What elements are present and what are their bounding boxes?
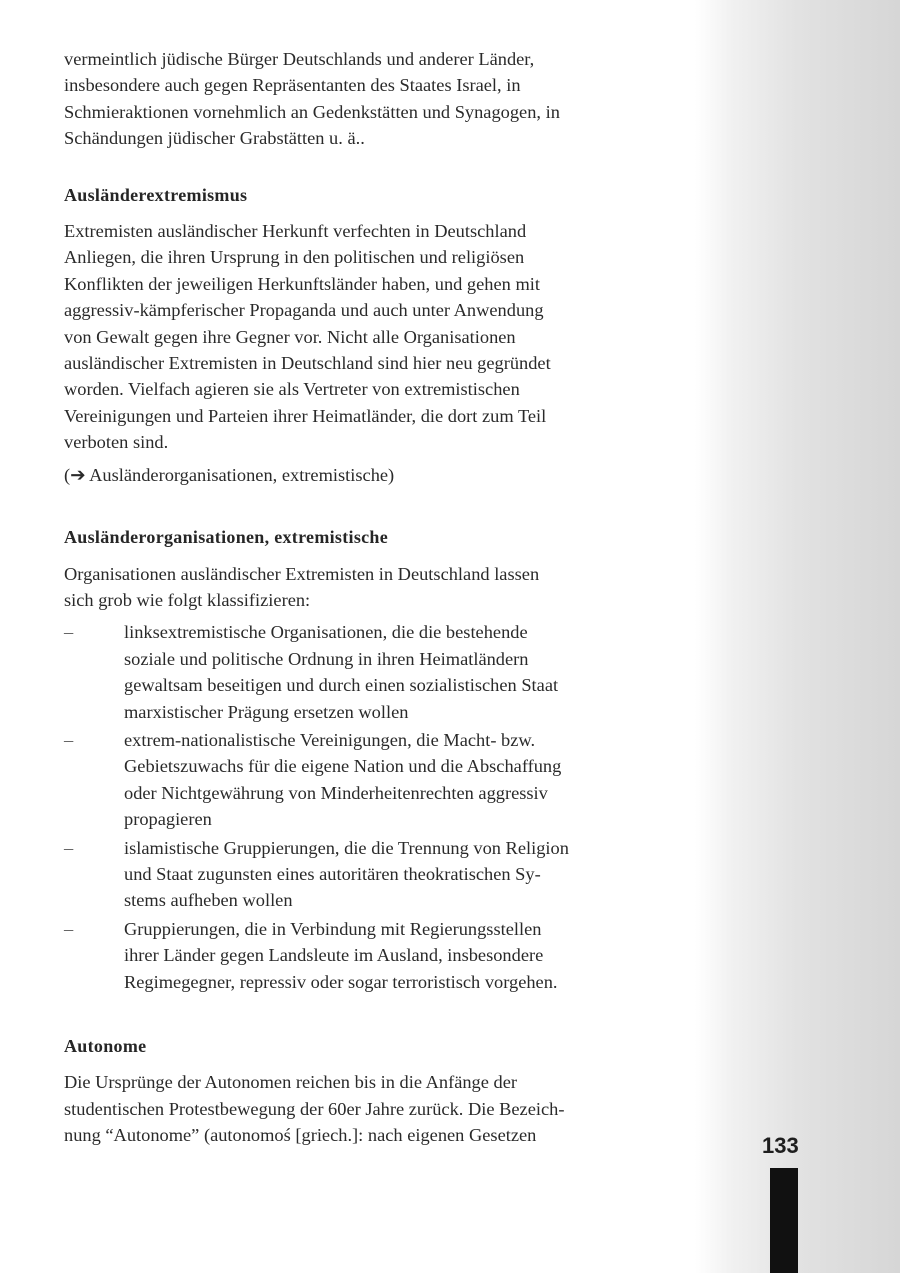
text-line: aggressiv-kämpferischer Propaganda und auch unter Anwendung — [64, 300, 544, 321]
intro-paragraph — [64, 46, 664, 152]
text-line: Konflikten der jeweiligen Herkunftsländer haben, und gehen mit — [64, 273, 540, 294]
text-line: und Staat zugunsten eines autoritären theokratischen Sy- — [124, 863, 541, 884]
text-line: stems aufheben wollen — [124, 890, 293, 911]
list-item — [64, 916, 664, 995]
text-line: Schändungen jüdischer Grabstätten u. ä.. — [64, 128, 365, 149]
text-line: Die Ursprünge der Autonomen reichen bis in die Anfänge der — [64, 1072, 517, 1093]
classification-list — [64, 619, 664, 995]
text-line: Anliegen, die ihren Ursprung in den politischen und religiösen — [64, 247, 525, 268]
text-line: islamistische Gruppierungen, die die Trennung von Religion — [124, 837, 569, 858]
text-line: vermeintlich jüdische Bürger Deutschlands und anderer Länder, — [64, 49, 535, 69]
text-line: ausländischer Extremisten in Deutschland sind hier neu gegründet — [64, 353, 551, 374]
text-line: linksextremistische Organisationen, die die bestehende — [124, 622, 528, 643]
cross-reference: (➔ Ausländerorganisationen, extremistische) — [64, 464, 395, 485]
text-line: Schmieraktionen vornehmlich an Gedenkstätten und Synagogen, in — [64, 101, 560, 122]
list-item — [64, 727, 664, 833]
text-line: Extremisten ausländischer Herkunft verfechten in Deutschland — [64, 221, 527, 242]
list-item — [64, 619, 664, 725]
text-line: Gebietszuwachs für die eigene Nation und die Abschaffung — [124, 756, 562, 777]
text-line: sich grob wie folgt klassifizieren: — [64, 589, 311, 610]
text-line: von Gewalt gegen ihre Gegner vor. Nicht alle Organisationen — [64, 326, 516, 347]
text-line: oder Nichtgewährung von Minderheitenrechten aggressiv — [124, 782, 548, 803]
page-margin-shade — [695, 0, 900, 1273]
list-item — [64, 835, 664, 914]
section-auslaenderextremismus — [64, 182, 664, 488]
text-line: Regimegegner, repressiv oder sogar terroristisch vorgehen. — [124, 971, 558, 992]
text-line: Gruppierungen, die in Verbindung mit Regierungsstellen — [124, 918, 542, 939]
list-dash: – — [64, 729, 74, 750]
text-line: soziale und politische Ordnung in ihren Heimatländern — [124, 648, 529, 669]
text-line: insbesondere auch gegen Repräsentanten des Staates Israel, in — [64, 75, 521, 96]
text-line: gewaltsam beseitigen und durch einen sozialistischen Staat — [124, 675, 559, 696]
list-dash: – — [64, 622, 74, 643]
page-number: 133 — [762, 1133, 799, 1158]
text-line: propagieren — [124, 809, 212, 830]
section-autonome — [64, 1033, 664, 1149]
section-heading: Autonome — [64, 1036, 147, 1056]
list-dash: – — [64, 837, 74, 858]
text-line: nung “Autonome” (autonomoś [griech.]: nach eigenen Gesetzen — [64, 1125, 537, 1146]
text-line: verboten sind. — [64, 432, 169, 453]
page-thumb-marker — [770, 1168, 798, 1273]
text-column — [64, 46, 664, 1149]
section-heading: Ausländerorganisationen, extremistische — [64, 527, 389, 548]
text-line: ihrer Länder gegen Landsleute im Ausland, insbesondere — [124, 945, 544, 966]
text-line: extrem-nationalistische Vereinigungen, die Macht- bzw. — [124, 729, 536, 750]
section-body — [64, 218, 664, 456]
text-line: worden. Vielfach agieren sie als Vertreter von extremistischen — [64, 379, 520, 400]
text-line: marxistischer Prägung ersetzen wollen — [124, 701, 409, 722]
section-auslaenderorganisationen — [64, 524, 664, 995]
section-heading: Ausländerextremismus — [64, 184, 248, 205]
text-line: studentischen Protestbewegung der 60er Jahre zurück. Die Bezeich- — [64, 1098, 565, 1119]
text-line: Vereinigungen und Parteien ihrer Heimatländer, die dort zum Teil — [64, 405, 547, 426]
list-dash: – — [64, 918, 74, 939]
text-line: Organisationen ausländischer Extremisten in Deutschland lassen — [64, 563, 540, 584]
